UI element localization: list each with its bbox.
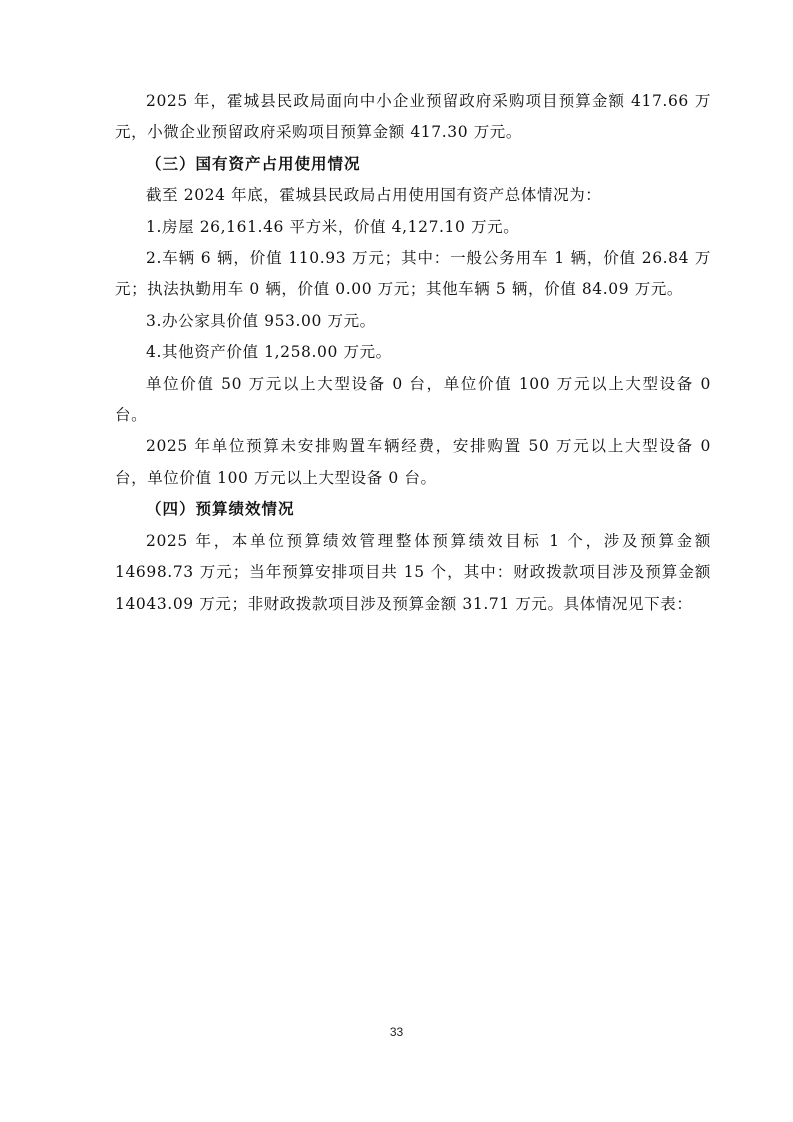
purchase-plan-paragraph: 2025 年单位预算未安排购置车辆经费，安排购置 50 万元以上大型设备 0 台，单位价值 100 万元以上大型设备 0 台。 [115, 437, 711, 487]
procurement-paragraph: 2025 年，霍城县民政局面向中小企业预留政府采购项目预算金额 417.66 万元，小微企业预留政府采购项目预算金额 417.30 万元。 [115, 92, 711, 142]
page-content [115, 86, 711, 620]
section-heading-state-assets: （三）国有资产占用使用情况 [146, 154, 361, 173]
assets-item-furniture: 3.办公家具价值 953.00 万元。 [146, 311, 376, 330]
assets-item-vehicles: 2.车辆 6 辆，价值 110.93 万元；其中：一般公务用车 1 辆，价值 26.84 万元；执法执勤用车 0 辆，价值 0.00 万元；其他车辆 5 辆，价值 84.09 万元。 [115, 249, 711, 299]
section-heading-performance: （四）预算绩效情况 [146, 500, 295, 519]
performance-paragraph: 2025 年，本单位预算绩效管理整体预算绩效目标 1 个，涉及预算金额 14698.73 万元；当年预算安排项目共 15 个，其中：财政拨款项目涉及预算金额 14043.09 万元；非财政拨款项目涉及预算金额 31.71 万元。具体情况见下表： [115, 531, 711, 613]
page-number: 33 [389, 1025, 404, 1039]
assets-item-housing: 1.房屋 26,161.46 平方米，价值 4,127.10 万元。 [146, 217, 520, 236]
assets-intro-paragraph: 截至 2024 年底，霍城县民政局占用使用国有资产总体情况为： [146, 186, 602, 205]
large-equipment-paragraph: 单位价值 50 万元以上大型设备 0 台，单位价值 100 万元以上大型设备 0 台。 [115, 374, 711, 425]
assets-item-other: 4.其他资产价值 1,258.00 万元。 [146, 343, 392, 362]
